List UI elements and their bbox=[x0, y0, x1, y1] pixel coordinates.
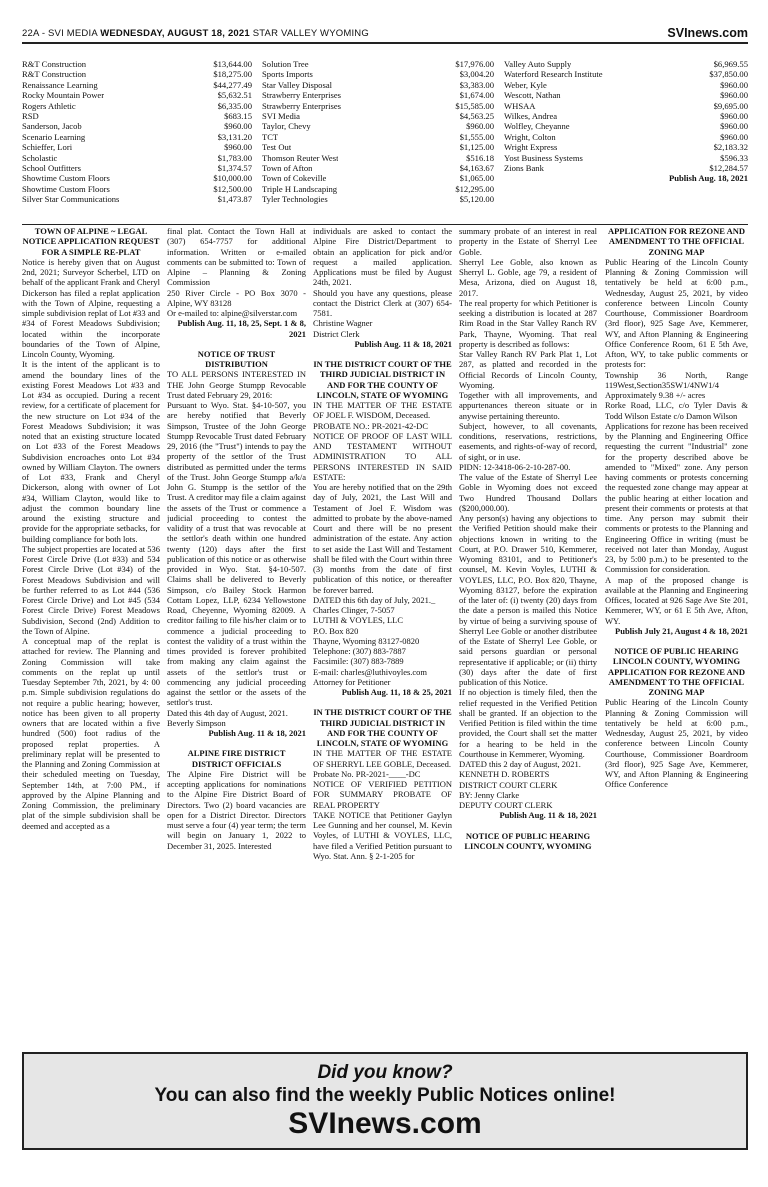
vendor-name: Town of Afton bbox=[262, 163, 313, 174]
publish-line: Publish Aug. 11 & 18, 2021 bbox=[208, 728, 306, 738]
notice-column-5 bbox=[605, 226, 748, 1048]
vendor-name: SVI Media bbox=[262, 111, 300, 122]
amount: $960.00 bbox=[720, 131, 748, 142]
notice-paragraph: PIDN: 12-3418-06-2-10-287-00. bbox=[459, 461, 571, 472]
notice-paragraph: The subject properties are located at 536 Forest Circle Drive (Lot #33) and 534 Forest Circle Drive (Lot #34) of the Forest Meadows Subdivision and will be further referred to as Lot #44 (536 Forest Circle Drive) and Lot #45 (534 Forest Circle Drive) Forest Meadows Subdivision, Second (2nd) Addition to the Town of Alpine. bbox=[22, 543, 160, 636]
amount: $960.00 bbox=[224, 121, 252, 132]
notice-paragraph: P.O. Box 820 bbox=[313, 625, 359, 636]
ledger-row bbox=[262, 184, 494, 194]
ledger-row bbox=[504, 80, 748, 90]
vendor-name: R&T Construction bbox=[22, 69, 87, 80]
notice-paragraph: A conceptual map of the replat is attached for review. The Planning and Zoning Commission will take comments on the replat up until Tuesday September 7th, 2021, by 4: 00 p.m. Simple subdivision regulations do not require a public hearing; however, notice has been given to all property owners that are located within a five hundred (500) foot radius of the proposed replat properties. A preliminary replat will be presented to the Planning and Zoning Commission at their scheduled meeting on Tuesday, September 14th, at 7:00 PM., if approved by the Alpine Planning and Zoning Commission, the preliminary plat of the simple subdivision shall be deemed and accepted as a bbox=[22, 636, 160, 831]
banner-message: You can also find the weekly Public Notices online! bbox=[154, 1085, 616, 1106]
vendor-name: Strawberry Enterprises bbox=[262, 90, 341, 101]
notice-column-1 bbox=[22, 226, 160, 1048]
vendor-name: Scenario Learning bbox=[22, 131, 86, 142]
amount: $1,783.00 bbox=[217, 152, 252, 163]
notice-paragraph: Thayne, Wyoming 83127-0820 bbox=[313, 635, 420, 646]
vendor-name: Wilkes, Andrea bbox=[504, 111, 558, 122]
ledger-row bbox=[504, 90, 748, 100]
ledger-row bbox=[22, 121, 252, 131]
ledger-row bbox=[262, 90, 494, 100]
notice-paragraph: BY: Jenny Clarke bbox=[459, 789, 520, 800]
notice-paragraph: LUTHI & VOYLES, LLC bbox=[313, 615, 404, 626]
vendor-name: Showtime Custom Floors bbox=[22, 183, 110, 194]
notice-paragraph: Subject, however, to all covenants, conditions, reservations, restrictions, easements, and rights-of-way of record, of sight, or in use. bbox=[459, 420, 597, 462]
notice-paragraph: IN THE MATTER OF THE ESTATE OF JOEL F. WISDOM, Deceased. bbox=[313, 400, 452, 421]
vendor-name: Renaissance Learning bbox=[22, 79, 98, 90]
notice-heading: ALPINE FIRE DISTRICT DISTRICT OFFICIALS bbox=[187, 748, 286, 769]
vendor-name: Solution Tree bbox=[262, 59, 309, 69]
amount: $960.00 bbox=[466, 121, 494, 132]
vendor-name: Rogers Athletic bbox=[22, 100, 76, 111]
ledger-row bbox=[262, 194, 494, 204]
notice-paragraph: Should you have any questions, please contact the District Clerk at (307) 654-7581. bbox=[313, 287, 452, 318]
amount: $37,850.00 bbox=[709, 69, 748, 80]
amount: $10,000.00 bbox=[213, 173, 252, 184]
notice-heading: IN THE DISTRICT COURT OF THE THIRD JUDICIAL DISTRICT IN AND FOR THE COUNTY OF LINCOLN, STATE OF WYOMING bbox=[313, 707, 452, 748]
amount: $960.00 bbox=[720, 90, 748, 101]
vendor-name: Silver Star Communications bbox=[22, 194, 120, 205]
ledger-row bbox=[504, 101, 748, 111]
amount: $15,585.00 bbox=[455, 100, 494, 111]
notice-paragraph: final plat. Contact the Town Hall at (307) 654-7757 for additional information. Written or e-mailed comments can be submitted to: Town of Alpine – Planning & Zoning Commission bbox=[167, 226, 306, 288]
ledger-row bbox=[262, 153, 494, 163]
notice-paragraph: Public Hearing of the Lincoln County Planning & Zoning Commission will tentatively be held at 6:00 p.m., Wednesday, August 25, 2021, by video conference between Lincoln County Courthouse, Commissioner Boardroom (3rd floor), 925 Sage Ave, Kemmerer, WY, and Afton Planning & Engineering Office Conference bbox=[605, 697, 748, 790]
ledger-row bbox=[262, 80, 494, 90]
notice-paragraph: DEPUTY COURT CLERK bbox=[459, 800, 553, 810]
publish-line: Publish Aug. 11, 18, 25, Sept. 1 & 8, 2021 bbox=[177, 318, 306, 339]
ledger-row bbox=[22, 101, 252, 111]
notice-paragraph: Public Hearing of the Lincoln County Planning & Zoning Commission will tentatively be held at 6:00 p.m., Wednesday, August 25, 2021, by video conference between Lincoln County Courthouse, Commissioner Boardroom (3rd floor), 925 Sage Ave, Kemmerer, WY, and Afton Planning & Engineering Office Conference Room, 61 E 5th Ave, Afton, WY, to take public comments or protests for: bbox=[605, 256, 748, 370]
amount: $3,383.00 bbox=[459, 79, 494, 90]
vendor-name: Weber, Kyle bbox=[504, 79, 547, 90]
vendor-name: R&T Construction bbox=[22, 59, 87, 69]
amount: $4,563.25 bbox=[459, 111, 494, 122]
site-name[interactable]: SVInews.com bbox=[667, 26, 748, 40]
notice-paragraph: Or e-mailed to: alpine@silverstar.com bbox=[167, 308, 298, 318]
vendor-name: Yost Business Systems bbox=[504, 152, 583, 163]
amount: $13,644.00 bbox=[213, 59, 252, 69]
folio-place: STAR VALLEY WYOMING bbox=[249, 28, 369, 39]
vendor-name: Wright, Colton bbox=[504, 131, 556, 142]
vendor-name: Valley Auto Supply bbox=[504, 59, 572, 69]
publish-line: Publish Aug. 18, 2021 bbox=[668, 173, 748, 184]
amount: $12,500.00 bbox=[213, 183, 252, 194]
amount: $9,695.00 bbox=[713, 100, 748, 111]
ledger-row bbox=[504, 59, 748, 69]
ledger-row bbox=[22, 163, 252, 173]
amount: $960.00 bbox=[224, 142, 252, 153]
amount: $6,969.55 bbox=[713, 59, 748, 69]
ledger-column-2 bbox=[262, 59, 494, 205]
notice-paragraph: IN THE MATTER OF THE ESTATE OF SHERRYL LEE GOBLE, Deceased. bbox=[313, 748, 452, 769]
amount: $3,131.20 bbox=[217, 131, 252, 142]
amount: $18,275.00 bbox=[213, 69, 252, 80]
ledger-row bbox=[504, 69, 748, 79]
ledger-row bbox=[504, 142, 748, 152]
notice-paragraph: DISTRICT COURT CLERK bbox=[459, 779, 558, 790]
notice-paragraph: 250 River Circle - PO Box 3070 - Alpine, WY 83128 bbox=[167, 287, 306, 308]
notice-paragraph: individuals are asked to contact the Alpine Fire District/Department to obtain an application for pick and/or request a mailed application. Applications must be filed by August 24th, 2021. bbox=[313, 226, 452, 288]
vendor-name: Zions Bank bbox=[504, 163, 544, 174]
publish-line: Publish Aug. 11 & 18, 2021 bbox=[354, 338, 452, 349]
notice-paragraph: Notice is hereby given that on August 2nd, 2021; Surveyor Scherbel, LTD on behalf of the applicant Frank and Cheryl Dickerson has filed a replat application with the Town of Alpine, requesting a simple subdivision replat of Lot #33 and #34 of Forest Meadows Subdivision; located within the incorporate boundaries of the Town of Alpine, Lincoln County, Wyoming. bbox=[22, 256, 160, 359]
ledger-row bbox=[262, 59, 494, 69]
amount: $960.00 bbox=[720, 79, 748, 90]
amount: $2,183.32 bbox=[713, 142, 748, 153]
notice-column-2 bbox=[167, 226, 306, 1048]
ledger-row bbox=[262, 163, 494, 173]
vendor-name: RSD bbox=[22, 111, 39, 122]
vendor-name: Star Valley Disposal bbox=[262, 79, 333, 90]
notice-paragraph: Any person(s) having any objections to the Verified Petition should make their objections known in writing to the Court, at P.O. Drawer 510, Kemmerer, Wyoming 83101, and to Petitioner's counsel, M. Kevin Voyles, LUTHI & VOYLES, LLC, P.O. Box 820, Thayne, Wyoming 83127, before the expiration of the later of: (i) twenty (20) days from the date a person is mailed this Notice by virtue of being a surviving spouse of Sherryl Lee Goble or another distributee of the Estate of Sherryl Lee Goble, or said persons guardian or personal representative if applicable; or (ii) thirty (30) days after the date of first publication of this Notice. bbox=[459, 513, 597, 687]
notice-heading: NOTICE OF TRUST DISTRIBUTION bbox=[197, 348, 276, 369]
vendor-name: Triple H Landscaping bbox=[262, 183, 338, 194]
amount: $5,120.00 bbox=[459, 194, 494, 205]
notice-paragraph: KENNETH D. ROBERTS bbox=[459, 769, 550, 780]
notice-paragraph: District Clerk bbox=[313, 328, 360, 339]
notice-paragraph: Applications for rezone has been received by the Planning and Engineering Office requesting the current "Industrial" zone for the property described above be amended to "Mixed" zone. Any person having comments or protests concerning the requested zone change may appear at the public hearing at either location and present their comments or protests at that time. Any person may submit their comments or protests to the Planning and Engineering Office in writing (must be received not later than Monday, August 23, by 5:00 p.m.) to be presented to the Commission for consideration. bbox=[605, 420, 748, 575]
vendor-name: WHSAA bbox=[504, 100, 536, 111]
banner-site-link[interactable]: SVInews.com bbox=[288, 1107, 482, 1140]
amount: $1,125.00 bbox=[459, 142, 494, 153]
publish-line: Publish July 21, August 4 & 18, 2021 bbox=[615, 625, 748, 636]
vendor-name: Wescott, Nathan bbox=[504, 90, 561, 101]
notice-paragraph: Probate No. PR-2021-____-DC bbox=[313, 768, 421, 779]
ledger-row bbox=[504, 132, 748, 142]
notice-column-3 bbox=[313, 226, 452, 1048]
ledger-column-3 bbox=[504, 59, 748, 184]
notice-heading: IN THE DISTRICT COURT OF THE THIRD JUDICIAL DISTRICT IN AND FOR THE COUNTY OF LINCOLN, STATE OF WYOMING bbox=[313, 359, 452, 400]
notice-paragraph: Charles Clinger, 7-5057 bbox=[313, 605, 395, 615]
vendor-name: Waterford Research Institute bbox=[504, 69, 603, 80]
vendor-name: TCT bbox=[262, 131, 279, 142]
amount: $3,004.20 bbox=[459, 69, 494, 80]
vendor-name: Thomson Reuter West bbox=[262, 152, 339, 163]
ledger-row bbox=[22, 194, 252, 204]
folio-page: 22A - SVI MEDIA bbox=[22, 28, 101, 39]
notice-paragraph: Attorney for Petitioner bbox=[313, 676, 391, 687]
notice-paragraph: E-mail: charles@luthivoyles.com bbox=[313, 666, 428, 677]
vendor-name: Taylor, Chevy bbox=[262, 121, 311, 132]
folio-line bbox=[22, 28, 369, 39]
notice-paragraph: Christine Wagner bbox=[313, 318, 373, 329]
vendor-name: Test Out bbox=[262, 142, 292, 153]
ledger-row bbox=[262, 101, 494, 111]
ledger-column-1 bbox=[22, 59, 252, 205]
notice-paragraph: TAKE NOTICE that Petitioner Gaylyn Lee Gunning and her counsel, M. Kevin Voyles, of LUTHI & VOYLES, LLC, have filed a Verified Petition pursuant to Wyo. Stat. Ann. § 2-1-205 for bbox=[313, 809, 452, 861]
ledger-row bbox=[504, 111, 748, 121]
notice-paragraph: Rorke Road, LLC, c/o Tyler Davis & Todd Wilson Estate c/o Damon Wilson bbox=[605, 400, 748, 421]
ledger-row bbox=[504, 121, 748, 131]
amount: $1,555.00 bbox=[459, 131, 494, 142]
notice-paragraph: DATED this 6th day of July, 2021._ bbox=[313, 594, 436, 605]
vendor-name: Rocky Mountain Power bbox=[22, 90, 105, 101]
ledger-row bbox=[262, 142, 494, 152]
publish-line: Publish Aug. 11, 18 & 25, 2021 bbox=[341, 687, 452, 697]
vendor-name: Showtime Custom Floors bbox=[22, 173, 110, 184]
notice-paragraph: Together with all improvements, and appurtenances thereon situate or in anywise pertaining thereunto. bbox=[459, 390, 597, 421]
notice-heading: TOWN OF ALPINE ~ LEGAL NOTICE APPLICATION REQUEST FOR A SIMPLE RE-PLAT bbox=[22, 226, 160, 257]
vendor-name: Town of Cokeville bbox=[262, 173, 327, 184]
ledger-row bbox=[262, 69, 494, 79]
notice-paragraph: Star Valley Ranch RV Park Plat 1, Lot 287, as platted and recorded in the Official Records of Lincoln County, Wyoming. bbox=[459, 349, 597, 390]
ledger-row bbox=[22, 59, 252, 69]
ledger-row bbox=[22, 111, 252, 121]
amount: $516.18 bbox=[466, 152, 494, 163]
notice-paragraph: NOTICE OF VERIFIED PETITION FOR SUMMARY PROBATE OF REAL PROPERTY bbox=[313, 779, 452, 810]
vendor-name: Wright Express bbox=[504, 142, 558, 153]
notice-paragraph: Dated this 4th day of August, 2021. bbox=[167, 707, 288, 718]
vendor-name: Wolfley, Cheyanne bbox=[504, 121, 570, 132]
amount: $17,976.00 bbox=[455, 59, 494, 69]
notice-heading: APPLICATION FOR REZONE AND AMENDMENT TO THE OFFICIAL ZONING MAP bbox=[607, 226, 746, 257]
amount: $44,277.49 bbox=[213, 79, 252, 90]
ledger-row bbox=[22, 80, 252, 90]
notice-paragraph: You are hereby notified that on the 29th day of July, 2021, the Last Will and Testament of Joel F. Wisdom was admitted to probate by the above-named Court and there will be no present administration of the estate. Any action to set aside the Last Will and Testament shall be filed with the Court within three (3) months from the date of first publication of this notice, or thereafter be forever barred. bbox=[313, 482, 452, 595]
notice-column-4 bbox=[459, 226, 597, 1048]
ledger-row bbox=[22, 173, 252, 183]
amount: $1,374.57 bbox=[217, 163, 252, 174]
ledger-row bbox=[22, 90, 252, 100]
ledger-row bbox=[22, 153, 252, 163]
section-divider bbox=[22, 224, 748, 225]
notice-heading: NOTICE OF PUBLIC HEARING LINCOLN COUNTY, WYOMING bbox=[464, 830, 592, 851]
notice-paragraph: A map of the proposed change is available at the Planning and Engineering Offices, located at 926 Sage Ave Ste 201, Kemmerer, WY, or 61 E 5th Ave, Afton, WY. bbox=[605, 574, 748, 626]
ledger-row bbox=[22, 132, 252, 142]
amount: $6,335.00 bbox=[217, 100, 252, 111]
folio-date: WEDNESDAY, AUGUST 18, 2021 bbox=[100, 28, 250, 39]
notice-paragraph: PROBATE NO.: PR-2021-42-DC bbox=[313, 420, 428, 431]
notice-paragraph: summary probate of an interest in real property in the Estate of Sherryl Lee Goble. bbox=[459, 226, 597, 257]
vendor-name: School Outfitters bbox=[22, 163, 81, 174]
ledger-row bbox=[262, 111, 494, 121]
amount: $683.15 bbox=[224, 111, 252, 122]
vendor-name: Scholastic bbox=[22, 152, 58, 163]
notice-paragraph: The Alpine Fire District will be accepting applications for nominations to the Alpine Fire District Board of Directors. Two (2) board vacancies are open for a District Director. Directors must serve a four (4) year term; the term will begin on January 1, 2022 to December 31, 2025. Interested bbox=[167, 768, 306, 851]
vendor-name: Tyler Technologies bbox=[262, 194, 328, 205]
vendor-name: Schieffer, Lori bbox=[22, 142, 73, 153]
notice-paragraph: Beverly Simpson bbox=[167, 717, 226, 728]
vendor-name: Sports Imports bbox=[262, 69, 313, 80]
notice-paragraph: The value of the Estate of Sherryl Lee Goble in Wyoming does not exceed Two Hundred Thousand Dollars ($200,000.00). bbox=[459, 472, 597, 513]
amount: $1,473.87 bbox=[217, 194, 252, 205]
notice-paragraph: Township 36 North, Range 119West,Section35SW1/4NW1/4 bbox=[605, 369, 748, 390]
amount: $12,284.57 bbox=[709, 163, 748, 174]
ledger-row bbox=[22, 184, 252, 194]
notice-paragraph: If no objection is timely filed, then the relief requested in the Verified Petition shall be granted. If an objection to the Verified Petition is filed within the time provided, the Court shall set the matter for a hearing to be held in the Courthouse in Kemmerer, Wyoming. bbox=[459, 687, 597, 759]
amount: $4,163.67 bbox=[459, 163, 494, 174]
notice-paragraph: Approximately 9.38 +/- acres bbox=[605, 390, 706, 400]
notice-paragraph: Telephone: (307) 883-7887 bbox=[313, 646, 406, 656]
notice-paragraph: DATED this 2 day of August, 2021. bbox=[459, 759, 581, 769]
page-header bbox=[22, 26, 748, 44]
notice-heading: NOTICE OF PUBLIC HEARING LINCOLN COUNTY, WYOMING APPLICATION FOR REZONE AND AMENDMENT TO THE OFFICIAL ZONING MAP bbox=[607, 646, 746, 697]
ledger-row bbox=[504, 153, 748, 163]
notice-paragraph: The real property for which Petitioner is seeking a distribution is located at 287 Rim Road in the Star Valley Ranch RV Park, Thayne, Wyoming. That real property is described as follows: bbox=[459, 297, 597, 349]
amount: $1,674.00 bbox=[459, 90, 494, 101]
vendor-name: Sanderson, Jacob bbox=[22, 121, 82, 132]
amount: $1,065.00 bbox=[459, 173, 494, 184]
amount: $960.00 bbox=[720, 111, 748, 122]
ledger-row bbox=[22, 69, 252, 79]
banner-question: Did you know? bbox=[317, 1062, 453, 1083]
ledger-row bbox=[22, 142, 252, 152]
publish-line: Publish Aug. 11 & 18, 2021 bbox=[499, 810, 597, 821]
notice-paragraph: It is the intent of the applicant is to amend the boundary lines of the existing Forest Meadows Lot #33 and Lot #34 as occupied. During a recent review, for a certificate of placement for the new structure on Lot #34 of the Forest Meadows Subdivision; it was noted that an existing structure located on Lot #33 of the Forest Meadows Subdivision encroaches onto Lot #34 owned by William Clayton. The owners of Lot #33, Frank and Cheryl Dickerson, along with owner of Lot #34, William Clayton, would like to adjust the common boundary line around the existing structure and provide for the appropriate setbacks, for building compliance for both lots. bbox=[22, 359, 160, 544]
amount: $596.33 bbox=[720, 152, 748, 163]
amount: $12,295.00 bbox=[455, 183, 494, 194]
notice-paragraph: TO ALL PERSONS INTERESTED IN THE John George Stumpp Revocable Trust dated February 29, 2016: bbox=[167, 369, 306, 400]
ledger-row bbox=[262, 173, 494, 183]
notice-paragraph: Facsimile: (307) 883-7889 bbox=[313, 656, 404, 667]
amount: $5,632.51 bbox=[217, 90, 252, 101]
notice-paragraph: Sherryl Lee Goble, also known as Sherryl L. Goble, age 79, a resident of Mesa, Arizona, died on August 18, 2017. bbox=[459, 256, 597, 298]
ledger-row bbox=[262, 132, 494, 142]
notice-paragraph: NOTICE OF PROOF OF LAST WILL AND TESTAMENT WITHOUT ADMINISTRATION TO ALL PERSONS INTERESTED IN SAID ESTATE: bbox=[313, 430, 452, 482]
vendor-name: Strawberry Enterprises bbox=[262, 100, 341, 111]
promo-banner bbox=[22, 1052, 748, 1150]
ledger-row bbox=[262, 121, 494, 131]
amount: $960.00 bbox=[720, 121, 748, 132]
ledger-row bbox=[504, 163, 748, 173]
notice-paragraph: Pursuant to Wyo. Stat. §4-10-507, you are hereby notified that Beverly Simpson, Trustee of the John George Stumpp Revocable Trust dated February 29, 2016 (the "Trust") intends to pay the property of the settlor of the Trust distributed as permitted under the terms of the Trust. John George Stumpp a/k/a John G. Stumpp is the settlor of the Trust. A creditor may file a claim against the assets of the Trust or commence a judicial proceeding to contest the validity of a trust that was revocable at the settlor's death within one hundred twenty (120) days after the first publication of this notice or as otherwise provided in Wyo. Stat. §4-10-507. Claims shall be delivered to Beverly Simpson, c/o Bailey Stock Harmon Cottam Lopez, LLP, 6234 Yellowstone Road, Cheyenne, Wyoming 82009. A creditor failing to file his/her claim or to commence a judicial proceeding to contest the validity of a trust within the times provided is forever prohibited from making any claim against the assets of the settlor's trust or commencing any judicial proceeding against the settlor or the assets of the settlor's trust. bbox=[167, 400, 306, 708]
